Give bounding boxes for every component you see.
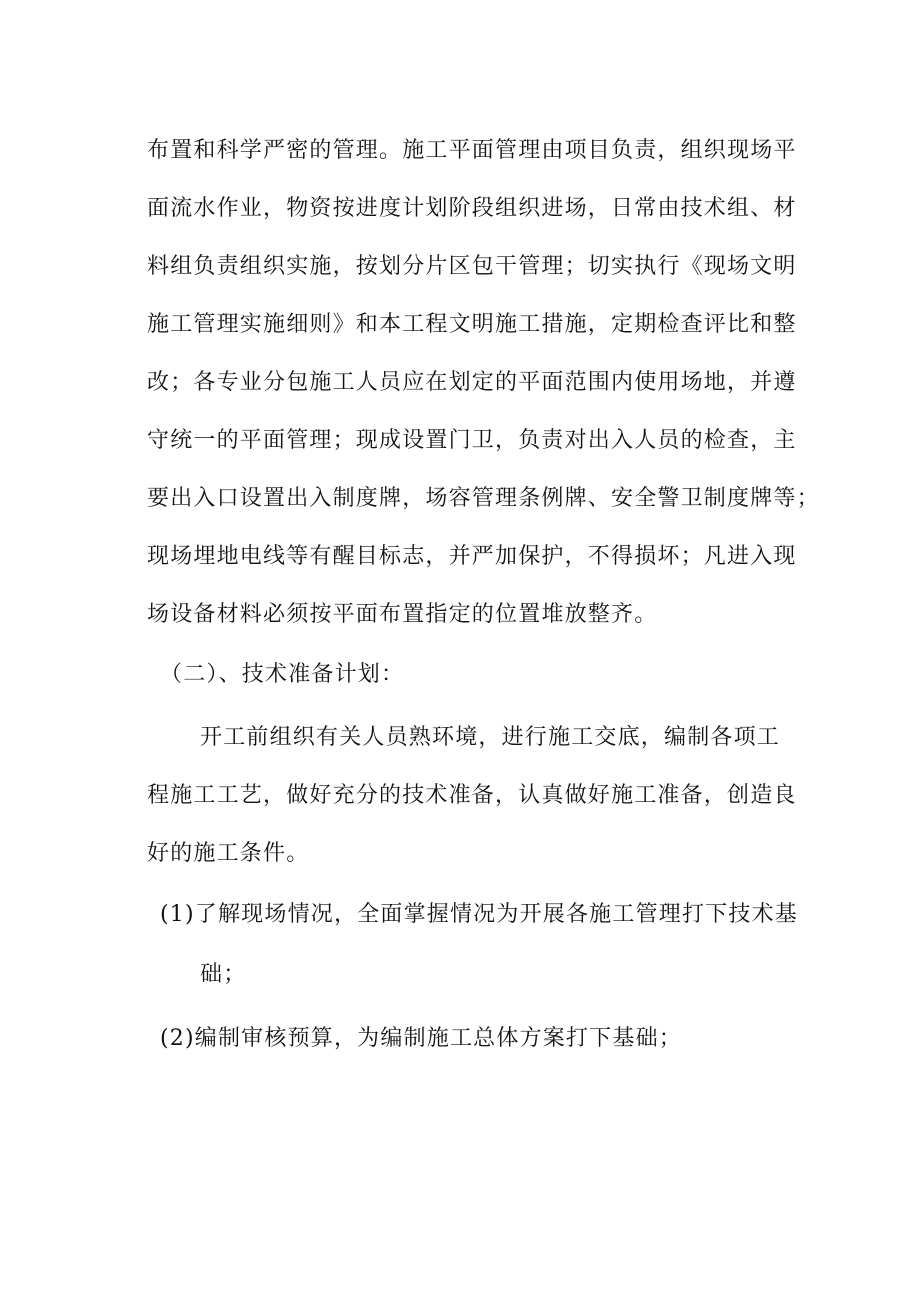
section-heading: （二）、技术准备计划： [160,662,405,687]
paragraph-1-line-2: 面流水作业，物资按进度计划阶段组织进场，日常由技术组、材 [147,196,797,221]
paragraph-2-line-1: 开工前组织有关人员熟环境，进行施工交底，编制各项工 [200,725,781,750]
paragraph-1-line-5: 改；各专业分包施工人员应在划定的平面范围内使用场地，并遵 [147,370,797,395]
paragraph-1-line-8: 现场埋地电线等有醒目标志，并严加保护，不得损坏；凡进入现 [147,544,797,569]
paragraph-1-line-1: 布置和科学严密的管理。施工平面管理由项目负责，组织现场平 [147,138,797,163]
paragraph-1-line-4: 施工管理实施细则》和本工程文明施工措施，定期检查评比和整 [147,312,797,337]
paragraph-2-line-3: 好的施工条件。 [147,841,310,866]
paragraph-1-line-6: 守统一的平面管理；现成设置门卫，负责对出入人员的检查，主 [147,428,797,453]
paragraph-2-line-2: 程施工工艺，做好充分的技术准备，认真做好施工准备，创造良 [147,783,797,808]
list-item-1-line-2: 础； [200,962,247,987]
list-item-2-line-1: (2)编制审核预算，为编制施工总体方案打下基础； [160,1026,682,1051]
paragraph-1-line-7: 要出入口设置出入制度牌，场容管理条例牌、安全警卫制度牌等； [147,486,820,511]
paragraph-1-line-3: 料组负责组织实施，按划分片区包干管理；切实执行《现场文明 [147,254,797,279]
paragraph-1-line-9: 场设备材料必须按平面布置指定的位置堆放整齐。 [147,602,658,627]
list-item-1-line-1: (1)了解现场情况，全面掌握情况为开展各施工管理打下技术基 [160,902,798,927]
